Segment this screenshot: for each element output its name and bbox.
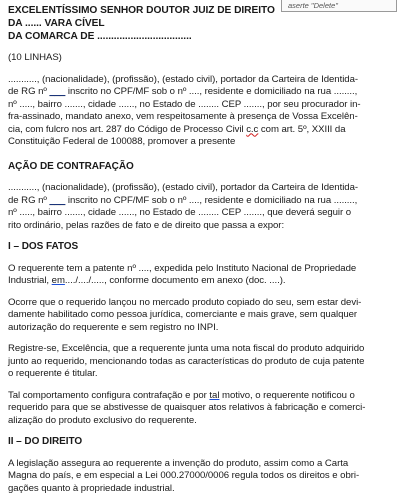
text-run: Constituição Federal de 100088, promover a presente	[8, 136, 236, 147]
text-run: fra-assinado, mandato anexo, vem respeitosamente à presença de Vossa Excelên-	[8, 111, 358, 122]
text-line	[8, 263, 396, 276]
text-line	[8, 220, 396, 233]
court-heading	[8, 4, 278, 43]
text-line	[8, 86, 396, 99]
text-run: A legislação assegura ao requerente a invenção do produto, assim como a Carta	[8, 457, 349, 469]
text-line	[8, 195, 396, 208]
text-line	[8, 390, 396, 403]
marked-word: tal	[209, 389, 220, 401]
party-paragraph	[8, 74, 396, 149]
text-line	[8, 124, 396, 137]
text-line	[8, 483, 396, 496]
text-run: cia, com fulcro nos art. 287 do Código de Processo Civil	[8, 123, 247, 135]
law-paragraph	[8, 458, 396, 496]
facts-paragraph	[8, 297, 396, 335]
facts-paragraph	[8, 263, 396, 288]
text-line	[8, 322, 396, 335]
heading-line: DA COMARCA DE ..................................	[8, 31, 192, 42]
defendant-paragraph	[8, 182, 396, 232]
text-run: Industrial,	[8, 275, 52, 286]
facts-paragraph	[8, 390, 396, 428]
text-line	[8, 368, 396, 381]
text-run: autorização do requerente e sem registro no INPI.	[8, 321, 219, 333]
text-line	[8, 309, 396, 322]
text-line	[8, 402, 396, 415]
text-run: inscrito no CPF/MF sob o nº ...., residente e domiciliado na rua ........,	[65, 86, 358, 97]
text-line	[8, 99, 396, 112]
text-line	[8, 470, 396, 483]
text-line	[8, 356, 396, 369]
text-run: nº ....., bairro ......., cidade ......, no Estado de ........ CEP ......., por seu procurador in-	[8, 98, 361, 110]
text-run: inscrito no CPF/MF sob o nº ...., residente e domiciliado na rua ........,	[65, 194, 358, 206]
text-run: rito ordinário, pelas razões de fato e de direito que passa a expor:	[8, 219, 285, 231]
facts-paragraph	[8, 343, 396, 381]
text-run: de RG nº	[8, 194, 50, 206]
text-run: requerido para que se abstivesse de quaisquer atos relativos à fabricação e comerci-	[8, 402, 366, 413]
text-line	[8, 297, 396, 310]
text-run: alização do produto exclusivo do requerente.	[8, 414, 197, 426]
text-run: de RG nº	[8, 86, 50, 97]
text-line	[8, 207, 396, 220]
text-line	[8, 136, 396, 149]
text-run: O requerente tem a patente nº ...., expedida pelo Instituto Nacional de Propriedade	[8, 262, 357, 274]
text-line	[8, 182, 396, 195]
section-law-title: II – DO DIREITO	[8, 436, 83, 447]
page-body	[8, 4, 396, 495]
text-line	[8, 458, 396, 471]
text-run: junto ao requerido, mencionando todas as características do produto de cuja patente	[8, 355, 365, 367]
marked-word: ___	[49, 194, 66, 206]
text-line	[8, 275, 396, 288]
spacing-note: (10 LINHAS)	[8, 52, 62, 63]
text-run: ..../..../....., conforme documento em anexo (doc. ....).	[64, 275, 286, 286]
text-run: Registre-se, Excelência, que a requerente junta uma nota fiscal do produto adquirido	[8, 343, 365, 354]
heading-line: EXCELENTÍSSIMO SENHOR DOUTOR JUIZ DE DIREITO DA ...... VARA CÍVEL	[8, 5, 275, 29]
marked-word: c.c	[246, 123, 259, 135]
text-run: ..........., (nacionalidade), (profissão), (estado civil), portador da Carteira de Identida-	[8, 182, 359, 193]
action-title: AÇÃO DE CONTRAFAÇÃO	[8, 160, 134, 172]
text-line	[8, 343, 396, 356]
text-line	[8, 415, 396, 428]
marked-word: ___	[49, 86, 66, 97]
marked-word: em	[51, 275, 65, 286]
text-line	[8, 74, 396, 87]
text-run: Magna do país, e em especial a Lei 000.27000/0006 regula todos os direitos e obri-	[8, 470, 360, 481]
comment-tag[interactable]: aserte "Delete"	[281, 0, 397, 12]
text-run: motivo, o requerente notificou o	[219, 389, 355, 401]
text-run: com art. 5º, XXIII da	[258, 123, 346, 135]
text-run: Ocorre que o requerido lançou no mercado produto copiado do seu, sem estar devi-	[8, 296, 362, 308]
text-run: damente habilitado como pessoa jurídica, comerciante e mais grave, sem qualquer	[8, 309, 358, 320]
text-run: o requerente é titular.	[8, 368, 98, 379]
text-run: Tal comportamento configura contrafação e por	[8, 389, 210, 401]
text-line	[8, 111, 396, 124]
section-facts-title: I – DOS FATOS	[8, 241, 79, 252]
text-run: nº ....., bairro ......., cidade ......, no Estado de ........ CEP ......., que deverá seguir o	[8, 207, 352, 218]
text-run: gações quanto à propriedade industrial.	[8, 482, 175, 494]
text-run: ..........., (nacionalidade), (profissão), (estado civil), portador da Carteira de Identida-	[8, 73, 359, 85]
